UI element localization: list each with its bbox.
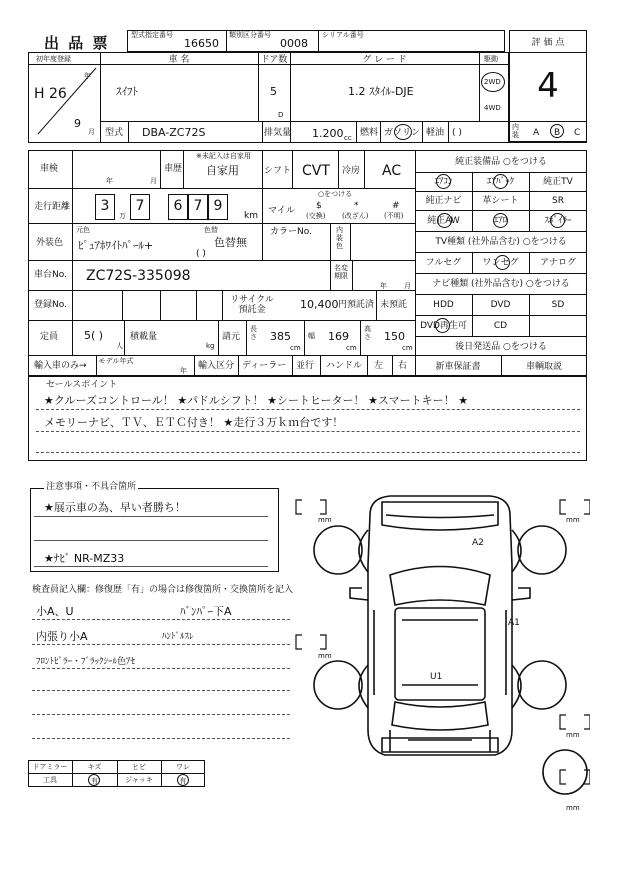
equip-aircon: ｴｱｺﾝ bbox=[434, 177, 453, 187]
tools-h-mirror: ドアミラー bbox=[32, 763, 68, 771]
chassis-value: ZC72S-335098 bbox=[86, 268, 191, 284]
notes-line-2: ★ﾅﾋﾞ NR-MZ33 bbox=[44, 552, 125, 565]
mileage-digit-3: 6 bbox=[173, 198, 183, 214]
sales-line-2: メモリーナビ、ＴＶ、ＥＴＣ付き！ ★走行３万ｋｍ台です！ bbox=[44, 416, 344, 429]
unknown-option: (不明) bbox=[384, 212, 404, 220]
displacement-value: 1.200 bbox=[312, 127, 344, 140]
fuel-gasoline: ガソリン bbox=[384, 128, 421, 138]
year-unit: 年 bbox=[84, 72, 91, 80]
length-cm: cm bbox=[290, 344, 301, 352]
color-no-label: カラーNo. bbox=[270, 227, 312, 237]
recycle-amount: 10,400 bbox=[300, 298, 339, 311]
inspection-label: 車検 bbox=[40, 164, 59, 174]
mm-label-fr: mm bbox=[566, 516, 580, 524]
mm-label-spare: mm bbox=[566, 804, 580, 812]
navi-hdd: HDD bbox=[433, 300, 454, 310]
handle-left: 左 bbox=[374, 361, 384, 371]
inspection-year-unit: 年 bbox=[106, 177, 113, 185]
shift-label: シフト bbox=[264, 166, 292, 176]
category-no: 0008 bbox=[280, 37, 308, 50]
width-cm: cm bbox=[346, 344, 357, 352]
mileage-digit-2: 7 bbox=[135, 198, 145, 214]
tools-h-crack: ヒビ bbox=[132, 763, 146, 771]
tv-fullseg: フルセグ bbox=[425, 258, 462, 268]
height-label: 高さ bbox=[364, 325, 371, 341]
seiyaku-label: 請元 bbox=[222, 332, 241, 342]
model-year-unit: 年 bbox=[180, 367, 187, 375]
aero-circle bbox=[493, 213, 508, 228]
check-note: ○をつける bbox=[318, 190, 353, 198]
first-reg-label: 初年度登録 bbox=[36, 55, 71, 63]
fuel-diesel: 軽油 bbox=[426, 128, 445, 138]
capacity-label: 定員 bbox=[40, 332, 59, 342]
ac-value: AC bbox=[382, 163, 402, 179]
navi-dvd-play: DVD再生可 bbox=[420, 321, 467, 331]
form-title: 出 品 票 bbox=[44, 34, 110, 52]
paint-paren: ( ) bbox=[196, 249, 206, 259]
serial-label: シリアル番号 bbox=[322, 31, 364, 39]
import-label: 輸入車のみ→ bbox=[34, 361, 87, 371]
inspector-line-1a: 小A、U bbox=[36, 605, 74, 618]
mile-option: マイル bbox=[268, 206, 295, 216]
type-no-label: 型式指定番号 bbox=[131, 31, 173, 39]
later-label: 後日発送品 ○をつける bbox=[455, 342, 547, 352]
month-unit: 月 bbox=[88, 128, 95, 136]
grade-label: グ レ ー ド bbox=[362, 55, 407, 65]
expiry-month-unit: 月 bbox=[404, 282, 411, 290]
mm-label-rr: mm bbox=[566, 731, 580, 739]
damage-mark-u1: U1 bbox=[430, 672, 443, 682]
ac-label: 冷房 bbox=[342, 166, 361, 176]
paint-label: 色替 bbox=[204, 226, 218, 234]
length-label: 長さ bbox=[250, 325, 257, 341]
interior-a: A bbox=[533, 128, 540, 138]
oneseg-circle bbox=[495, 255, 510, 270]
import-type-label: 輸入区分 bbox=[198, 361, 235, 371]
equip-genuine-aw: 純正AW bbox=[427, 216, 460, 226]
model-year-label: モデル年式 bbox=[98, 357, 134, 365]
history-value: 自家用 bbox=[206, 164, 239, 177]
hash-mark: # bbox=[392, 201, 400, 211]
sales-line-1: ★クルーズコントロール！ ★パドルシフト！ ★シートヒーター！ ★スマートキー！ ★ bbox=[44, 394, 469, 407]
car-damage-diagram bbox=[290, 480, 590, 820]
damage-mark-a2: A2 bbox=[472, 538, 484, 548]
height-cm: cm bbox=[402, 344, 413, 352]
dollar-mark: $ bbox=[316, 201, 322, 211]
type-no: 16650 bbox=[184, 37, 219, 50]
handle-right: 右 bbox=[398, 361, 408, 371]
interior-b: B bbox=[554, 128, 561, 138]
recycle-unit: 円預託済 bbox=[338, 300, 375, 310]
star-mark: * bbox=[354, 201, 359, 211]
tv-analog: アナログ bbox=[539, 258, 576, 268]
notes-label: 注意事項・不具合箇所 bbox=[46, 482, 137, 492]
reg-label: 登録No. bbox=[34, 300, 67, 310]
recycle-label: リサイクル預託金 bbox=[230, 295, 274, 315]
equip-aero: ｴｱﾛ bbox=[493, 216, 508, 226]
dvd-play-circle bbox=[435, 318, 450, 333]
kg-unit: kg bbox=[206, 342, 215, 350]
navi-type-label: ナビ種類 (社外品含む) ○をつける bbox=[432, 279, 570, 289]
expiry-year-unit: 年 bbox=[380, 282, 387, 290]
not-deposited: 未預託 bbox=[380, 300, 408, 310]
equip-sr: SR bbox=[552, 196, 564, 206]
handle-label: ハンドル bbox=[326, 361, 363, 371]
length-value: 385 bbox=[270, 330, 291, 343]
damage-mark-a1: A1 bbox=[508, 618, 520, 628]
shift-value: CVT bbox=[302, 163, 330, 179]
mm-label-rl: mm bbox=[318, 652, 332, 660]
width-value: 169 bbox=[328, 330, 349, 343]
model-label: 型式 bbox=[105, 128, 124, 138]
drive-4wd: 4WD bbox=[484, 104, 501, 112]
displacement-label: 排気量 bbox=[264, 128, 292, 138]
inspector-line-3: ﾌﾛﾝﾄﾋﾟﾗｰ・ﾌﾞﾗｯｸｼｰﾙ色ｱｾ bbox=[36, 657, 136, 667]
interior-c: C bbox=[574, 128, 581, 138]
mileage-label: 走行距離 bbox=[34, 202, 71, 212]
man-unit: 万 bbox=[119, 212, 126, 220]
mileage-digit-1: 3 bbox=[100, 198, 110, 214]
navi-cd: CD bbox=[493, 321, 508, 331]
interior-color-label: 内装色 bbox=[336, 226, 343, 250]
load-label: 積載量 bbox=[130, 332, 158, 342]
exchange-option: (交換) bbox=[306, 212, 326, 220]
orig-color-label: 元色 bbox=[76, 226, 90, 234]
tools-tool-yes: 有 bbox=[91, 777, 98, 785]
grade-value: 1.2 ｽﾀｲﾙ-DJE bbox=[348, 85, 414, 98]
paint-value: 色替無 bbox=[214, 236, 247, 249]
score-value: 4 bbox=[537, 66, 559, 106]
cc-unit: cc bbox=[344, 134, 352, 142]
sales-label: セールスポイント bbox=[46, 380, 118, 390]
aircon-circle bbox=[436, 174, 451, 189]
height-value: 150 bbox=[384, 330, 405, 343]
score-label: 評 価 点 bbox=[531, 38, 565, 48]
first-reg-month: 9 bbox=[74, 117, 81, 130]
dealer-option: ディーラー bbox=[242, 361, 287, 371]
inspector-line-2a: 内張り小A bbox=[36, 630, 88, 643]
notes-line-1: ★展示車の為、早い者勝ち！ bbox=[44, 501, 186, 514]
tools-h-break: ワレ bbox=[176, 763, 190, 771]
aw-circle bbox=[437, 213, 452, 228]
inspector-line-2b: ﾊﾝﾄﾞﾙｽﾚ bbox=[162, 632, 194, 642]
color-label: 外装色 bbox=[36, 238, 64, 248]
mileage-digit-5: 9 bbox=[213, 198, 223, 214]
airbag-circle bbox=[493, 174, 508, 189]
spoiler-circle bbox=[550, 213, 565, 228]
parallel-option: 並行 bbox=[296, 361, 315, 371]
person-unit: 人 bbox=[116, 342, 123, 350]
width-label: 幅 bbox=[308, 332, 315, 340]
tv-oneseg: ワンセグ bbox=[482, 258, 519, 268]
tv-type-label: TV種類 (社外品含む) ○をつける bbox=[435, 237, 567, 247]
equip-airbag: ｴｱﾊﾞｯｸ bbox=[486, 177, 514, 187]
title-expiry-label: 名変期限 bbox=[334, 264, 348, 280]
doors-value: 5 bbox=[270, 85, 277, 98]
drive-label: 駆動 bbox=[484, 55, 498, 63]
equip-genuine-tv: 純正TV bbox=[543, 177, 573, 187]
km-unit: km bbox=[244, 211, 258, 221]
tools-jack: ジャッキ bbox=[125, 776, 153, 784]
doors-label: ドア数 bbox=[260, 55, 288, 65]
capacity-value: 5( ) bbox=[84, 329, 104, 342]
car-name-label: 車 名 bbox=[168, 55, 190, 65]
tools-h-scratch: キズ bbox=[87, 763, 102, 771]
later-manual: 車輌取説 bbox=[525, 362, 562, 372]
category-no-label: 類別区分番号 bbox=[229, 31, 271, 39]
tools-tool: 工具 bbox=[43, 776, 57, 784]
fuel-label: 燃料 bbox=[360, 128, 379, 138]
navi-sd: SD bbox=[551, 300, 565, 310]
inspector-line-1b: ﾊﾞﾝﾊﾟｰ下A bbox=[180, 605, 232, 618]
genuine-label: 純正装備品 ○をつける bbox=[455, 157, 547, 167]
car-name: ｽｲﾌﾄ bbox=[116, 85, 138, 98]
model-value: DBA-ZC72S bbox=[142, 126, 206, 139]
mileage-digit-4: 7 bbox=[193, 198, 203, 214]
interior-label: 内装 bbox=[512, 123, 519, 139]
navi-dvd: DVD bbox=[490, 300, 511, 310]
drive-2wd: 2WD bbox=[484, 78, 501, 86]
equip-spoiler: ｽﾎﾟｲﾗｰ bbox=[544, 216, 572, 226]
exterior-color: ﾋﾟｭｱﾎﾜｲﾄﾊﾟｰﾙ+ bbox=[78, 239, 154, 252]
inspector-label: 検査員記入欄：修復歴「有」の場合は修復箇所・交換箇所を記入 bbox=[32, 585, 294, 595]
tampered-option: (改ざん) bbox=[342, 212, 369, 220]
equip-leather: 革シート bbox=[482, 196, 519, 206]
history-label: 車歴 bbox=[164, 164, 183, 174]
inspection-month-unit: 月 bbox=[150, 177, 157, 185]
equip-genuine-navi: 純正ナビ bbox=[425, 196, 462, 206]
history-note: ※未記入は自家用 bbox=[196, 152, 251, 160]
tools-jack-yes: 有 bbox=[179, 777, 187, 785]
mm-label-fl: mm bbox=[318, 516, 332, 524]
fuel-other: ( ) bbox=[452, 128, 462, 138]
chassis-label: 車台No. bbox=[34, 270, 67, 280]
later-warranty: 新車保証書 bbox=[435, 362, 481, 372]
door-type: D bbox=[278, 111, 284, 119]
first-reg-era: H 26 bbox=[34, 86, 67, 102]
